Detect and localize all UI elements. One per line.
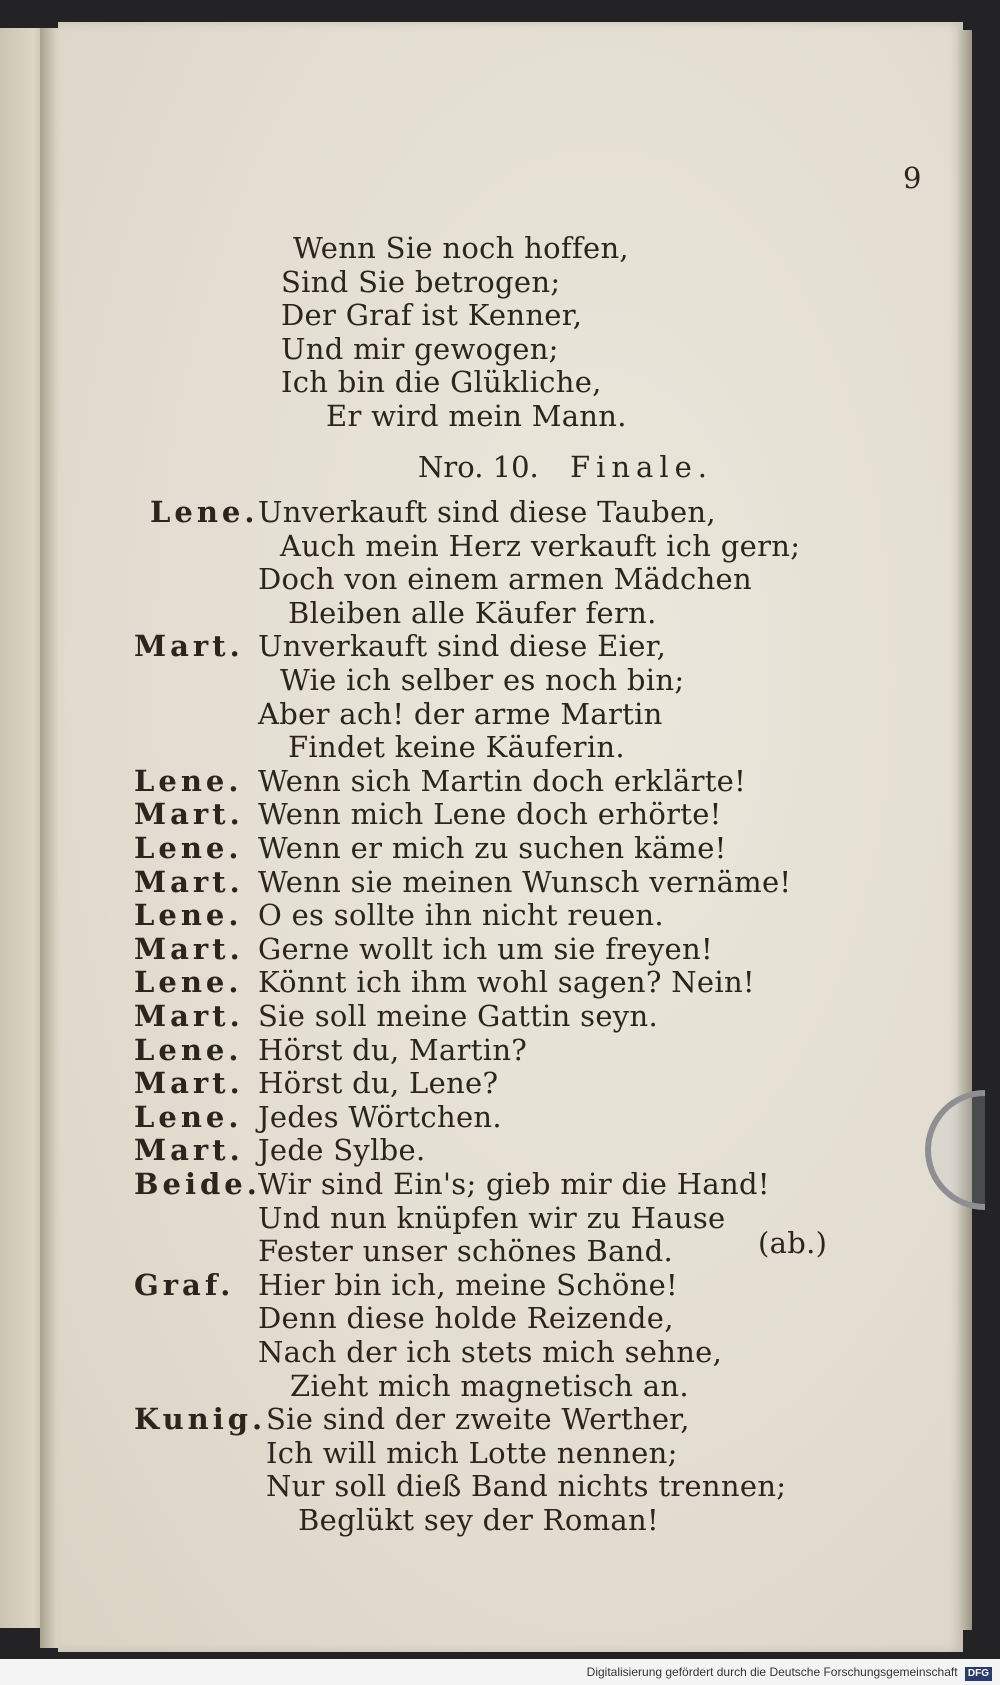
dialogue-line: Unverkauft sind diese Eier, — [258, 629, 667, 664]
verse-line: Er wird mein Mann. — [326, 399, 627, 433]
section-number: Nro. 10. — [418, 450, 539, 484]
dialogue-line: Sie soll meine Gattin seyn. — [258, 999, 658, 1033]
right-page-edge — [958, 30, 972, 1630]
dialogue-line: Wie ich selber es noch bin; — [280, 663, 685, 697]
dfg-logo: DFG — [965, 1667, 992, 1681]
page-number: 9 — [903, 161, 922, 195]
dialogue-line: Sie sind der zweite Werther, — [266, 1402, 690, 1437]
footer-credit — [0, 1659, 1000, 1685]
speaker-name: Lene. — [150, 495, 259, 529]
speaker-name: Mart. — [134, 1066, 244, 1101]
dialogue-line: Bleiben alle Käufer fern. — [288, 595, 657, 630]
speaker-name: Lene. — [134, 763, 243, 798]
speaker-name: Graf. — [134, 1267, 235, 1302]
dialogue-line: Ich will mich Lotte nennen; — [266, 1435, 678, 1470]
speaker-name: Mart. — [134, 999, 244, 1033]
dialogue-line: Wenn mich Lene doch erhörte! — [258, 797, 722, 832]
speaker-name: Mart. — [134, 931, 244, 966]
verse-line: Wenn Sie noch hoffen, — [293, 231, 629, 265]
speaker-name: Lene. — [134, 831, 243, 865]
speaker-name: Beide. — [134, 1167, 261, 1201]
speaker-name: Kunig. — [134, 1402, 267, 1437]
speaker-name: Mart. — [134, 1133, 244, 1168]
verse-line: Sind Sie betrogen; — [281, 264, 561, 299]
dialogue-line: Aber ach! der arme Martin — [258, 696, 663, 731]
speaker-name: Mart. — [134, 797, 244, 832]
dialogue-line: Hörst du, Martin? — [258, 1032, 528, 1067]
dialogue-line: Jede Sylbe. — [258, 1133, 426, 1168]
speaker-name: Mart. — [134, 864, 244, 899]
section-title: Finale. — [569, 450, 713, 484]
speaker-name: Lene. — [134, 965, 243, 1000]
dialogue-line: Wenn er mich zu suchen käme! — [258, 831, 727, 865]
footer-credit-text: Digitalisierung gefördert durch die Deutsche Forschungsgemeinschaft — [586, 1665, 958, 1679]
dialogue-line: Wir sind Ein's; gieb mir die Hand! — [258, 1167, 770, 1201]
stage-direction: (ab.) — [758, 1226, 828, 1260]
verse-line: Und mir gewogen; — [281, 331, 559, 366]
dialogue-line: Doch von einem armen Mädchen — [258, 562, 752, 597]
dialogue-line: Wenn sich Martin doch erklärte! — [258, 763, 747, 798]
speaker-name: Lene. — [134, 898, 243, 933]
speaker-name: Lene. — [134, 1099, 243, 1134]
dialogue-line: Hier bin ich, meine Schöne! — [258, 1267, 679, 1302]
dialogue-line: Könnt ich ihm wohl sagen? Nein! — [258, 965, 755, 1000]
dialogue-line: Unverkauft sind diese Tauben, — [258, 495, 716, 529]
dialogue-line: Zieht mich magnetisch an. — [290, 1368, 689, 1403]
dialogue-line: Wenn sie meinen Wunsch vernäme! — [258, 864, 792, 899]
verse-line: Ich bin die Glükliche, — [281, 365, 602, 400]
dialogue-line: Beglükt sey der Roman! — [298, 1503, 659, 1537]
book-page — [58, 22, 963, 1652]
dialogue-line: Hörst du, Lene? — [258, 1066, 499, 1101]
speaker-name: Lene. — [134, 1032, 243, 1067]
dialogue-line: Findet keine Käuferin. — [288, 730, 625, 765]
dialogue-line: Und nun knüpfen wir zu Hause — [258, 1200, 726, 1235]
dialogue-line: O es sollte ihn nicht reuen. — [258, 898, 664, 933]
verse-line: Der Graf ist Kenner, — [281, 298, 583, 333]
dialogue-line: Auch mein Herz verkauft ich gern; — [280, 528, 801, 563]
section-heading — [418, 450, 713, 484]
dialogue-line: Fester unser schönes Band. — [258, 1234, 674, 1269]
speaker-name: Mart. — [134, 629, 244, 664]
dialogue-line: Nur soll dieß Band nichts trennen; — [266, 1469, 787, 1504]
dialogue-line: Gerne wollt ich um sie freyen! — [258, 931, 713, 966]
dialogue-line: Jedes Wörtchen. — [258, 1099, 502, 1134]
dialogue-line: Nach der ich stets mich sehne, — [258, 1335, 723, 1369]
dialogue-line: Denn diese holde Reizende, — [258, 1301, 674, 1336]
